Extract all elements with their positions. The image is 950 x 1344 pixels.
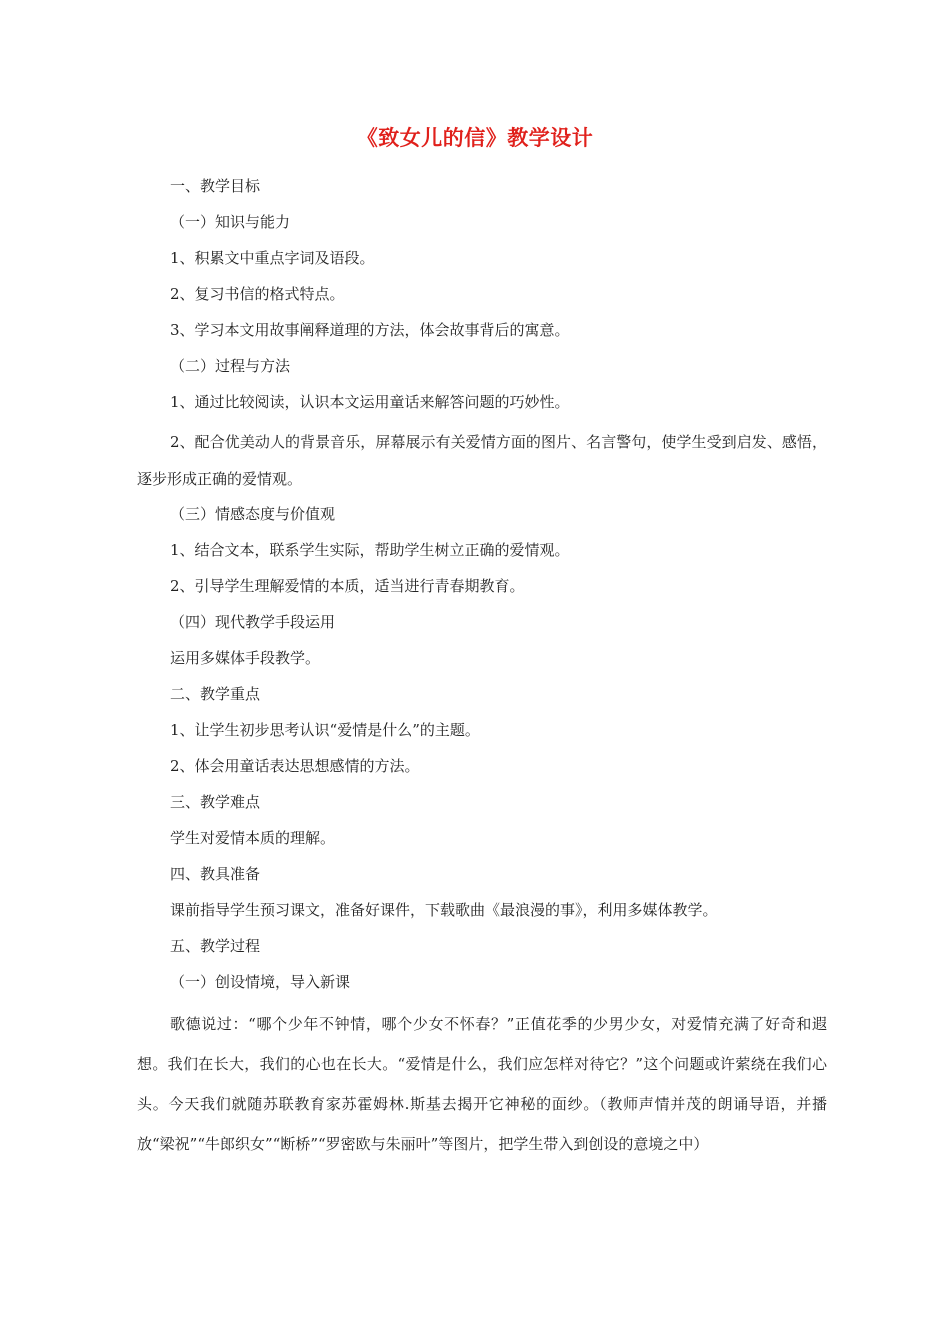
list-item: 1、通过比较阅读，认识本文运用童话来解答问题的巧妙性。 (170, 393, 570, 411)
list-item: 2、复习书信的格式特点。 (170, 285, 345, 303)
paragraph-intro: 歌德说过：“哪个少年不钟情，哪个少女不怀春？”正值花季的少男少女，对爱情充满了好奇和遐想。我们在长大，我们的心也在长大。“爱情是什么，我们应怎样对待它？”这个问题或许萦绕在我们心头。今天我们就随苏联教育家苏霍姆林.斯基去揭开它神秘的面纱。（教师声情并茂的朗诵导语，并播放“梁祝”“牛郎织女”“断桥”“罗密欧与朱丽叶”等图片，把学生带入到创设的意境之中） (137, 1015, 827, 1153)
heading-key-points: 二、教学重点 (170, 685, 261, 703)
subheading-emotion: （三）情感态度与价值观 (170, 505, 336, 523)
list-item: 3、学习本文用故事阐释道理的方法，体会故事背后的寓意。 (170, 321, 570, 339)
paragraph-music: 2、配合优美动人的背景音乐，屏幕展示有关爱情方面的图片、名言警句，使学生受到启发、感悟，逐步形成正确的爱情观。 (137, 433, 827, 488)
list-item: 运用多媒体手段教学。 (170, 649, 321, 667)
heading-process: 五、教学过程 (170, 937, 261, 955)
list-item: 1、积累文中重点字词及语段。 (170, 249, 375, 267)
subheading-process: （二）过程与方法 (170, 357, 291, 375)
list-item: 1、结合文本，联系学生实际，帮助学生树立正确的爱情观。 (170, 541, 570, 559)
list-item: 课前指导学生预习课文，准备好课件，下载歌曲《最浪漫的事》，利用多媒体教学。 (170, 901, 718, 919)
document-title: 《致女儿的信》教学设计 (356, 126, 594, 150)
heading-preparation: 四、教具准备 (170, 865, 261, 883)
subheading-intro: （一）创设情境，导入新课 (170, 973, 351, 991)
list-item: 2、引导学生理解爱情的本质，适当进行青春期教育。 (170, 577, 525, 595)
list-item: 学生对爱情本质的理解。 (170, 829, 336, 847)
list-item: 1、让学生初步思考认识“爱情是什么”的主题。 (170, 721, 480, 739)
heading-objectives: 一、教学目标 (170, 177, 261, 195)
subheading-knowledge: （一）知识与能力 (170, 213, 291, 231)
subheading-media: （四）现代教学手段运用 (170, 613, 336, 631)
heading-difficulty: 三、教学难点 (170, 793, 261, 811)
document-body (137, 172, 827, 1166)
list-item: 2、体会用童话表达思想感情的方法。 (170, 757, 420, 775)
